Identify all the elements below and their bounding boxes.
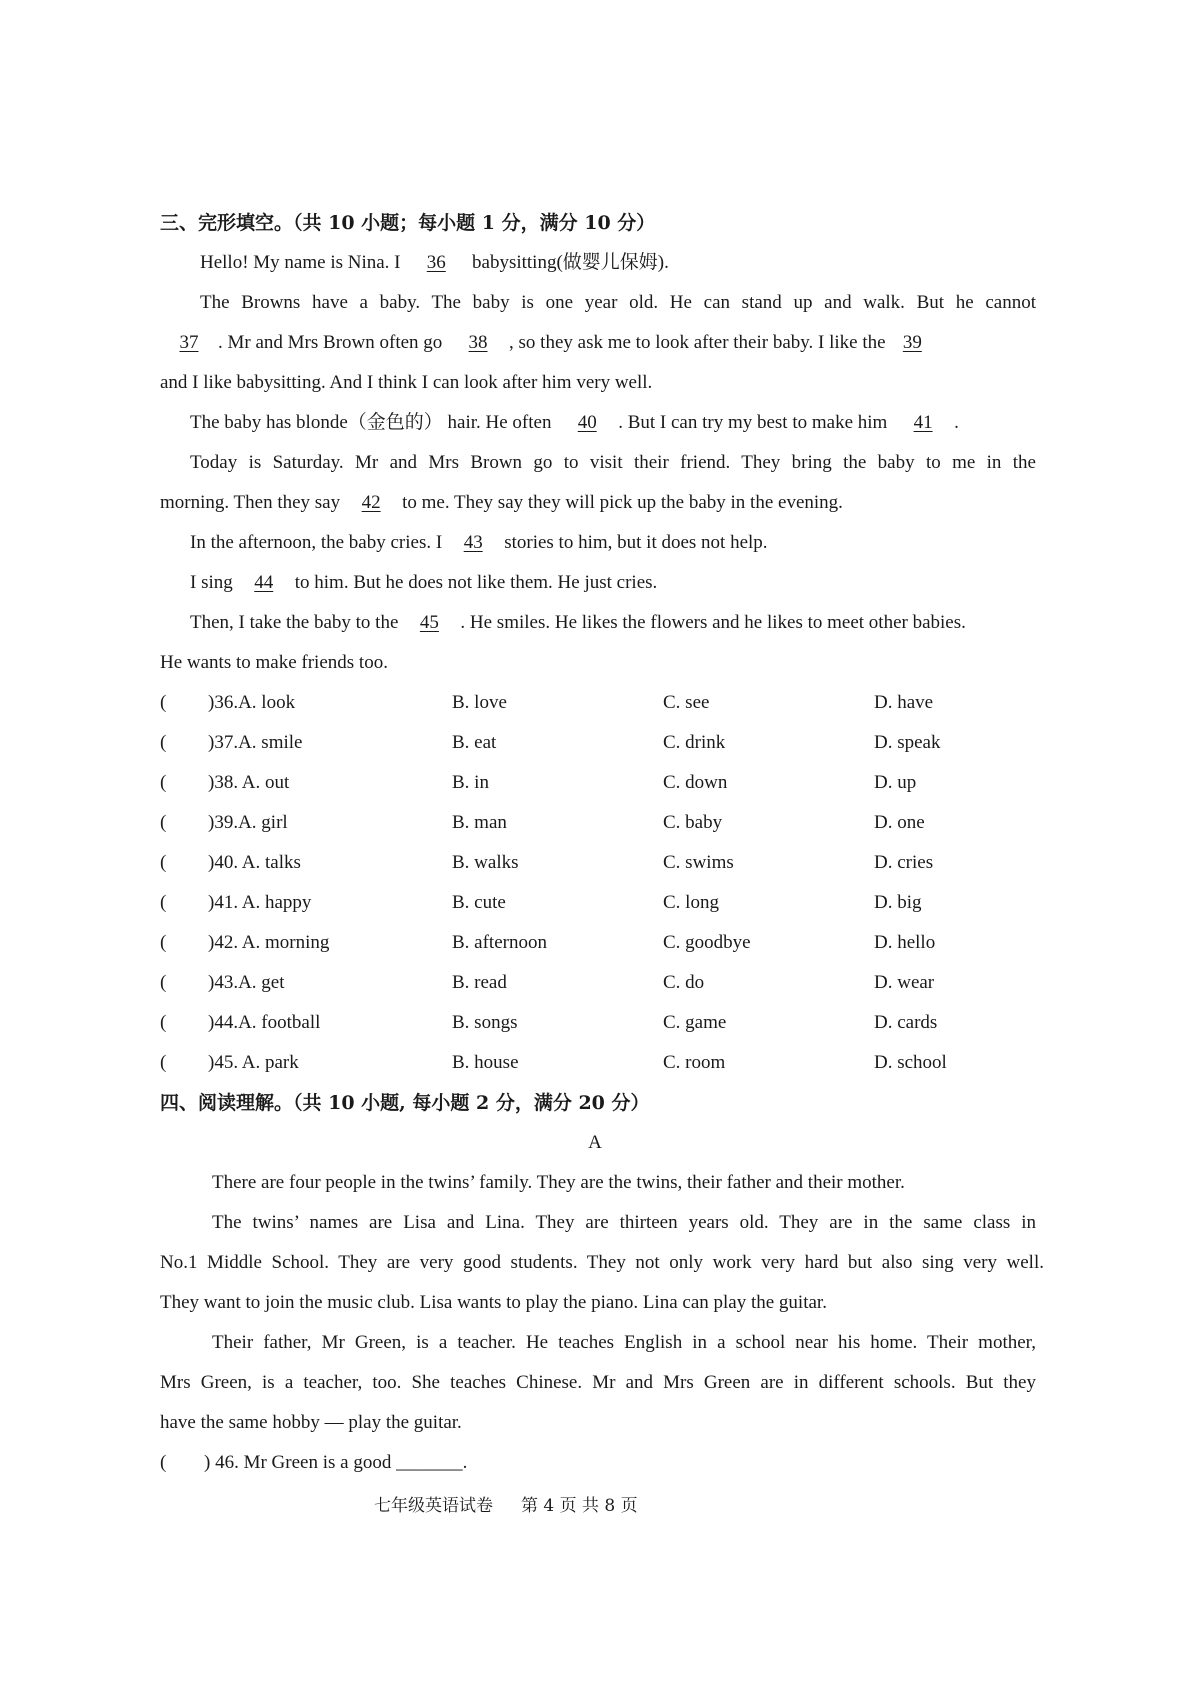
cloze-text: I sing: [190, 572, 233, 593]
option-c: C. down: [663, 772, 728, 793]
option-d: D. have: [874, 692, 934, 713]
cloze-text: . Mr and Mrs Brown often go: [218, 332, 448, 353]
cloze-blank: 44: [254, 572, 274, 593]
passage-line: They want to join the music club. Lisa wants to play the piano. Lina can play the guitar.: [160, 1292, 827, 1313]
cloze-text: The Browns have a baby. The baby is one year old. He can stand up and walk. But he cannot: [200, 292, 1036, 313]
passage-line: The twins’ names are Lisa and Lina. They are thirteen years old. They are in the same class in: [212, 1212, 1036, 1233]
option-row: [160, 930, 1060, 956]
cloze-line: [160, 650, 1050, 676]
footer-page-number: 第 4 页 共 8 页: [521, 1496, 638, 1516]
answer-paren: (: [160, 932, 167, 953]
option-row: [160, 1010, 1060, 1036]
option-d: D. speak: [874, 732, 941, 753]
passage-line: There are four people in the twins’ family. They are the twins, their father and their mother.: [212, 1172, 905, 1193]
cloze-line: [160, 370, 1050, 396]
answer-paren: (: [160, 812, 167, 833]
cloze-text: In the afternoon, the baby cries. I: [190, 532, 443, 553]
cloze-line: [200, 250, 1090, 276]
cloze-blank: 43: [463, 532, 483, 553]
cloze-blank: 45: [419, 612, 439, 633]
passage-line: Their father, Mr Green, is a teacher. He teaches English in a school near his home. Their mother,: [212, 1332, 1036, 1353]
cloze-line: [190, 610, 1080, 636]
option-a: )44.A. football: [208, 1012, 321, 1033]
option-c: C. see: [663, 692, 710, 713]
option-c: C. swims: [663, 852, 734, 873]
answer-paren: (: [160, 1452, 167, 1473]
option-b: B. afternoon: [452, 932, 547, 953]
option-b: B. read: [452, 972, 507, 993]
option-d: D. up: [874, 772, 917, 793]
option-a: )38. A. out: [208, 772, 290, 793]
cloze-blank: 36: [426, 252, 446, 273]
option-a: )43.A. get: [208, 972, 285, 993]
cloze-text: to me. They say they will pick up the baby in the evening.: [402, 492, 843, 513]
option-row: [160, 730, 1060, 756]
option-b: B. man: [452, 812, 507, 833]
cloze-blank: 38: [468, 332, 488, 353]
cloze-line: [160, 490, 1050, 516]
section-heading: 三、完形填空。（共 10 小题；每小题 1 分，满分 10 分）: [160, 212, 656, 234]
option-a: )45. A. park: [208, 1052, 299, 1073]
option-b: B. cute: [452, 892, 506, 913]
cloze-text: Today is Saturday. Mr and Mrs Brown go to visit their friend. They bring the baby to me in the: [190, 452, 1036, 473]
cloze-text: stories to him, but it does not help.: [504, 532, 768, 553]
option-d: D. one: [874, 812, 925, 833]
answer-paren: (: [160, 692, 167, 713]
option-d: D. cries: [874, 852, 934, 873]
answer-paren: (: [160, 1012, 167, 1033]
passage-label: A: [588, 1132, 602, 1153]
question-row: [160, 1450, 1060, 1476]
answer-paren: (: [160, 732, 167, 753]
cloze-blank: 42: [361, 492, 381, 513]
cloze-blank: 40: [577, 412, 597, 433]
cloze-text: .: [954, 412, 959, 433]
cloze-line: [190, 410, 1080, 436]
answer-paren: (: [160, 892, 167, 913]
answer-paren: (: [160, 852, 167, 873]
cloze-text: to him. But he does not like them. He just cries.: [294, 572, 658, 593]
page-footer: [374, 1491, 638, 1516]
question-text: ) 46. Mr Green is a good _______.: [204, 1452, 468, 1473]
cloze-text: Hello! My name is Nina. I: [200, 252, 406, 273]
option-a: )36.A. look: [208, 692, 296, 713]
option-b: B. in: [452, 772, 489, 793]
option-row: [160, 810, 1060, 836]
option-c: C. do: [663, 972, 705, 993]
option-a: )37.A. smile: [208, 732, 303, 753]
cloze-line: [200, 290, 1036, 316]
cloze-text: He wants to make friends too.: [160, 652, 388, 673]
option-c: C. long: [663, 892, 719, 913]
option-a: )40. A. talks: [208, 852, 301, 873]
option-row: [160, 1050, 1060, 1076]
cloze-line: [190, 570, 1080, 596]
cloze-blank: 37: [179, 332, 199, 353]
cloze-text: babysitting(做婴儿保姆).: [467, 252, 669, 273]
option-c: C. game: [663, 1012, 727, 1033]
option-d: D. wear: [874, 972, 935, 993]
answer-paren: (: [160, 972, 167, 993]
option-d: D. hello: [874, 932, 936, 953]
cloze-line: [190, 450, 1036, 476]
passage-line: have the same hobby — play the guitar.: [160, 1412, 462, 1433]
passage-line: No.1 Middle School. They are very good students. They not only work very hard but also sing very well.: [160, 1252, 1044, 1273]
cloze-line: [160, 330, 1050, 356]
option-b: B. songs: [452, 1012, 518, 1033]
option-c: C. baby: [663, 812, 723, 833]
cloze-text: , so they ask me to look after their baby. I like the: [509, 332, 891, 353]
option-a: )42. A. morning: [208, 932, 330, 953]
cloze-text: Then, I take the baby to the: [190, 612, 399, 633]
option-c: C. room: [663, 1052, 726, 1073]
option-b: B. eat: [452, 732, 497, 753]
cloze-blank: 41: [913, 412, 933, 433]
option-c: C. goodbye: [663, 932, 751, 953]
option-row: [160, 690, 1060, 716]
cloze-text: The baby has blonde（金色的） hair. He often: [190, 412, 557, 433]
cloze-text: . But I can try my best to make him: [618, 412, 893, 433]
cloze-text: morning. Then they say: [160, 492, 341, 513]
cloze-text: and I like babysitting. And I think I can look after him very well.: [160, 372, 653, 393]
cloze-text: . He smiles. He likes the flowers and he likes to meet other babies.: [460, 612, 966, 633]
option-d: D. cards: [874, 1012, 938, 1033]
cloze-line: [190, 530, 1080, 556]
option-b: B. walks: [452, 852, 519, 873]
answer-paren: (: [160, 1052, 167, 1073]
answer-paren: (: [160, 772, 167, 793]
option-row: [160, 890, 1060, 916]
option-b: B. house: [452, 1052, 519, 1073]
option-d: D. big: [874, 892, 922, 913]
cloze-blank: 39: [902, 332, 922, 353]
option-row: [160, 850, 1060, 876]
footer-title: 七年级英语试卷: [374, 1496, 493, 1516]
option-b: B. love: [452, 692, 507, 713]
option-d: D. school: [874, 1052, 947, 1073]
option-a: )41. A. happy: [208, 892, 312, 913]
section-heading: 四、阅读理解。（共 10 小题, 每小题 2 分，满分 20 分）: [160, 1092, 650, 1114]
passage-line: Mrs Green, is a teacher, too. She teaches Chinese. Mr and Mrs Green are in different schools. But they: [160, 1372, 1036, 1393]
option-row: [160, 970, 1060, 996]
option-c: C. drink: [663, 732, 726, 753]
option-a: )39.A. girl: [208, 812, 288, 833]
option-row: [160, 770, 1060, 796]
